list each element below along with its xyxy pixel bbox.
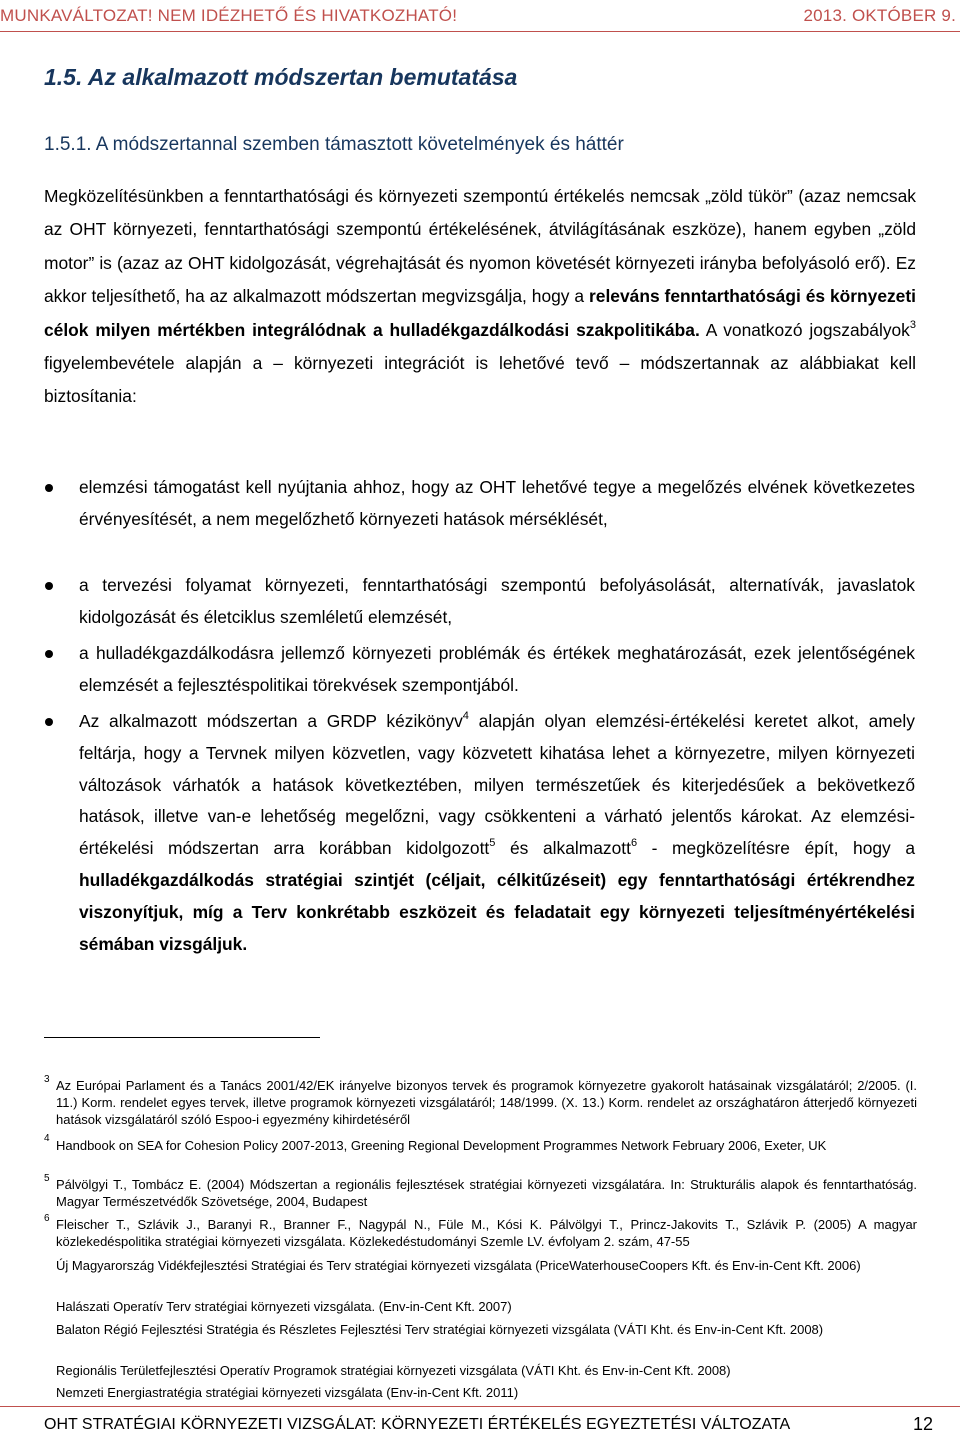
body-paragraph — [44, 180, 916, 414]
footer-rule — [0, 1406, 960, 1407]
list-text-d: - megközelítésre épít, hogy a — [651, 838, 916, 859]
footnote-reference: Nemzeti Energiastratégia stratégiai környezeti vizsgálata (Env-in-Cent Kft. 2011) — [56, 1385, 519, 1400]
footnote-reference: Halászati Operatív Terv stratégiai környezeti vizsgálata. (Env-in-Cent Kft. 2007) — [56, 1299, 512, 1314]
header-date: 2013. OKTÓBER 9. — [803, 6, 956, 25]
section-heading: 1.5. Az alkalmazott módszertan bemutatása — [44, 64, 518, 90]
bullet-icon — [45, 484, 53, 492]
list-item: elemzési támogatást kell nyújtania ahhoz, hogy az OHT lehetővé tegye a megelőzés elvének következetes érvényesítését, a nem megelőzhető környezeti hatások mérséklését, — [79, 477, 915, 529]
list-item: a hulladékgazdálkodásra jellemző környezeti problémák és értékek meghatározását, ezek jelentőségének elemzését a fejlesztéspolitikai törekvések szempontjából. — [79, 643, 915, 695]
footnote-reference: Új Magyarország Vidékfejlesztési Stratégiai és Terv stratégiai környezeti vizsgálata (PriceWaterhouseCoopers Kft. és Env-in-Cent Kft. 2006) — [56, 1258, 861, 1273]
paragraph-text-4: A vonatkozó jogszabályok — [705, 319, 910, 340]
footnote-4: Handbook on SEA for Cohesion Policy 2007-2013, Greening Regional Development Programmes Network February 2006, Exeter, UK — [56, 1138, 827, 1153]
paragraph-text-5: figyelembevétele alapján a – környezeti integrációt is lehetővé tevő – módszertannak az alábbiakat kell biztosítania: — [44, 353, 916, 407]
footnote-number: 5 — [44, 1173, 50, 1184]
bullet-icon — [45, 718, 53, 726]
footnote-number: 3 — [44, 1074, 50, 1085]
page-number: 12 — [912, 1414, 933, 1434]
paragraph-text-1: Megközelítésünkben a fenntarthatósági és környezeti szempontú értékelés nemcsak „zöld tükör” (azaz nemcsak az OHT környezeti, fenntarthatósági szempontú értékelésének, átvilágításának eszköze), hanem egyben „zöld motor” is (azaz az OHT kidolgozását, végrehajtását és nyomon követését környezeti irányba befolyásoló erő). — [44, 186, 916, 273]
footnote-ref-3[interactable]: 3 — [909, 318, 917, 331]
footer-title: OHT STRATÉGIAI KÖRNYEZETI VIZSGÁLAT: KÖRNYEZETI ÉRTÉKELÉS EGYEZTETÉSI VÁLTOZATA — [44, 1416, 791, 1433]
page-footer — [0, 1406, 960, 1436]
list-text-c: és alkalmazott — [510, 838, 631, 859]
footnote-5: Pálvölgyi T., Tombácz E. (2004) Módszertan a regionális fejlesztések stratégiai környezeti vizsgálatára. In: Strukturális alapok és fenntarthatóság. Magyar Természetvédők Szövetsége, 2004, Budapest — [56, 1177, 917, 1209]
footnote-ref-5[interactable]: 5 — [489, 837, 496, 850]
paragraph-text-2: Ez akkor teljesíthető, ha az alkalmazott módszertan megvizsgálja, hogy a — [44, 252, 916, 307]
footnote-6: Fleischer T., Szlávik J., Baranyi R., Branner F., Nagypál N., Füle M., Kósi K. Pálvölgyi T., Princz-Jakovits T., Szlávik P. (2005) A magyar közlekedéspolitika stratégiai környezeti vizsgálata. Közlekedéstudományi Szemle LV. évfolyam 2. szám, 47-55 — [56, 1217, 917, 1249]
footnote-reference: Balaton Régió Fejlesztési Stratégia és Részletes Fejlesztési Terv stratégiai környezeti vizsgálata (VÁTI Kht. és Env-in-Cent Kft. 2008) — [56, 1322, 824, 1337]
footnote-3: Az Európai Parlament és a Tanács 2001/42/EK irányelve bizonyos tervek és programok környezetre gyakorolt hatásainak vizsgálatáról; 2/2005. (I. 11.) Korm. rendelet egyes tervek, illetve programok környezeti vizsgálatáról; 148/1999. (X. 13.) Korm. rendelet az országhatáron átterjedő környezeti hatások vizsgálatáról szóló Espoo-i egyezmény kihirdetéséről — [56, 1078, 917, 1127]
header-draft-notice: MUNKAVÁLTOZAT! NEM IDÉZHETŐ ÉS HIVATKOZHATÓ! — [0, 6, 458, 25]
bullet-icon — [45, 582, 53, 590]
list-bold-text: hulladékgazdálkodás stratégiai szintjét (céljait, célkitűzéseit) egy fenntarthatósági értékrendhez viszonyítjuk, míg a Terv konkrétabb eszközeit és feladatait egy környezeti teljesítményértékelési sémában vizsgáljuk. — [79, 869, 915, 954]
paragraph-bold-text: releváns fenntarthatósági és környezeti célok milyen mértékben integrálódnak a hulladékgazdálkodási szakpolitikába. — [44, 286, 916, 340]
footnote-reference: Regionális Területfejlesztési Operatív Programok stratégiai környezeti vizsgálata (VÁTI Kht. és Env-in-Cent Kft. 2008) — [56, 1363, 731, 1378]
list-item — [79, 706, 915, 960]
subsection-heading: 1.5.1. A módszertannal szemben támasztott követelmények és háttér — [44, 134, 624, 155]
header-rule — [0, 31, 960, 32]
footnote-separator — [44, 1037, 320, 1038]
page-header — [0, 3, 960, 33]
list-text-a: Az alkalmazott módszertan a GRDP kézikönyv — [79, 711, 463, 731]
footnote-ref-4[interactable]: 4 — [462, 710, 469, 722]
list-text-b: alapján olyan elemzési-értékelési keretet alkot, amely feltárja, hogy a Tervnek milyen közvetlen, vagy közvetett kihatása lehet a környezetre, milyen környezeti változások várhatók a hatások következtében, milyen természetűek és kiterjedésűek a bekövetkező hatások, illetve van-e lehetőség megelőzni, vagy csökkenteni a várható jelentős károkat. Az elemzési-értékelési módszertan arra korábban kidolgozott — [79, 711, 915, 859]
list-item: a tervezési folyamat környezeti, fenntarthatósági szempontú befolyásolását, alternatívák, javaslatok kidolgozását és életciklus szemléletű elemzését, — [79, 575, 915, 627]
bullet-icon — [45, 650, 53, 658]
footnote-ref-6[interactable]: 6 — [630, 837, 638, 850]
footnote-number: 4 — [44, 1133, 50, 1144]
footnote-number: 6 — [44, 1213, 50, 1224]
